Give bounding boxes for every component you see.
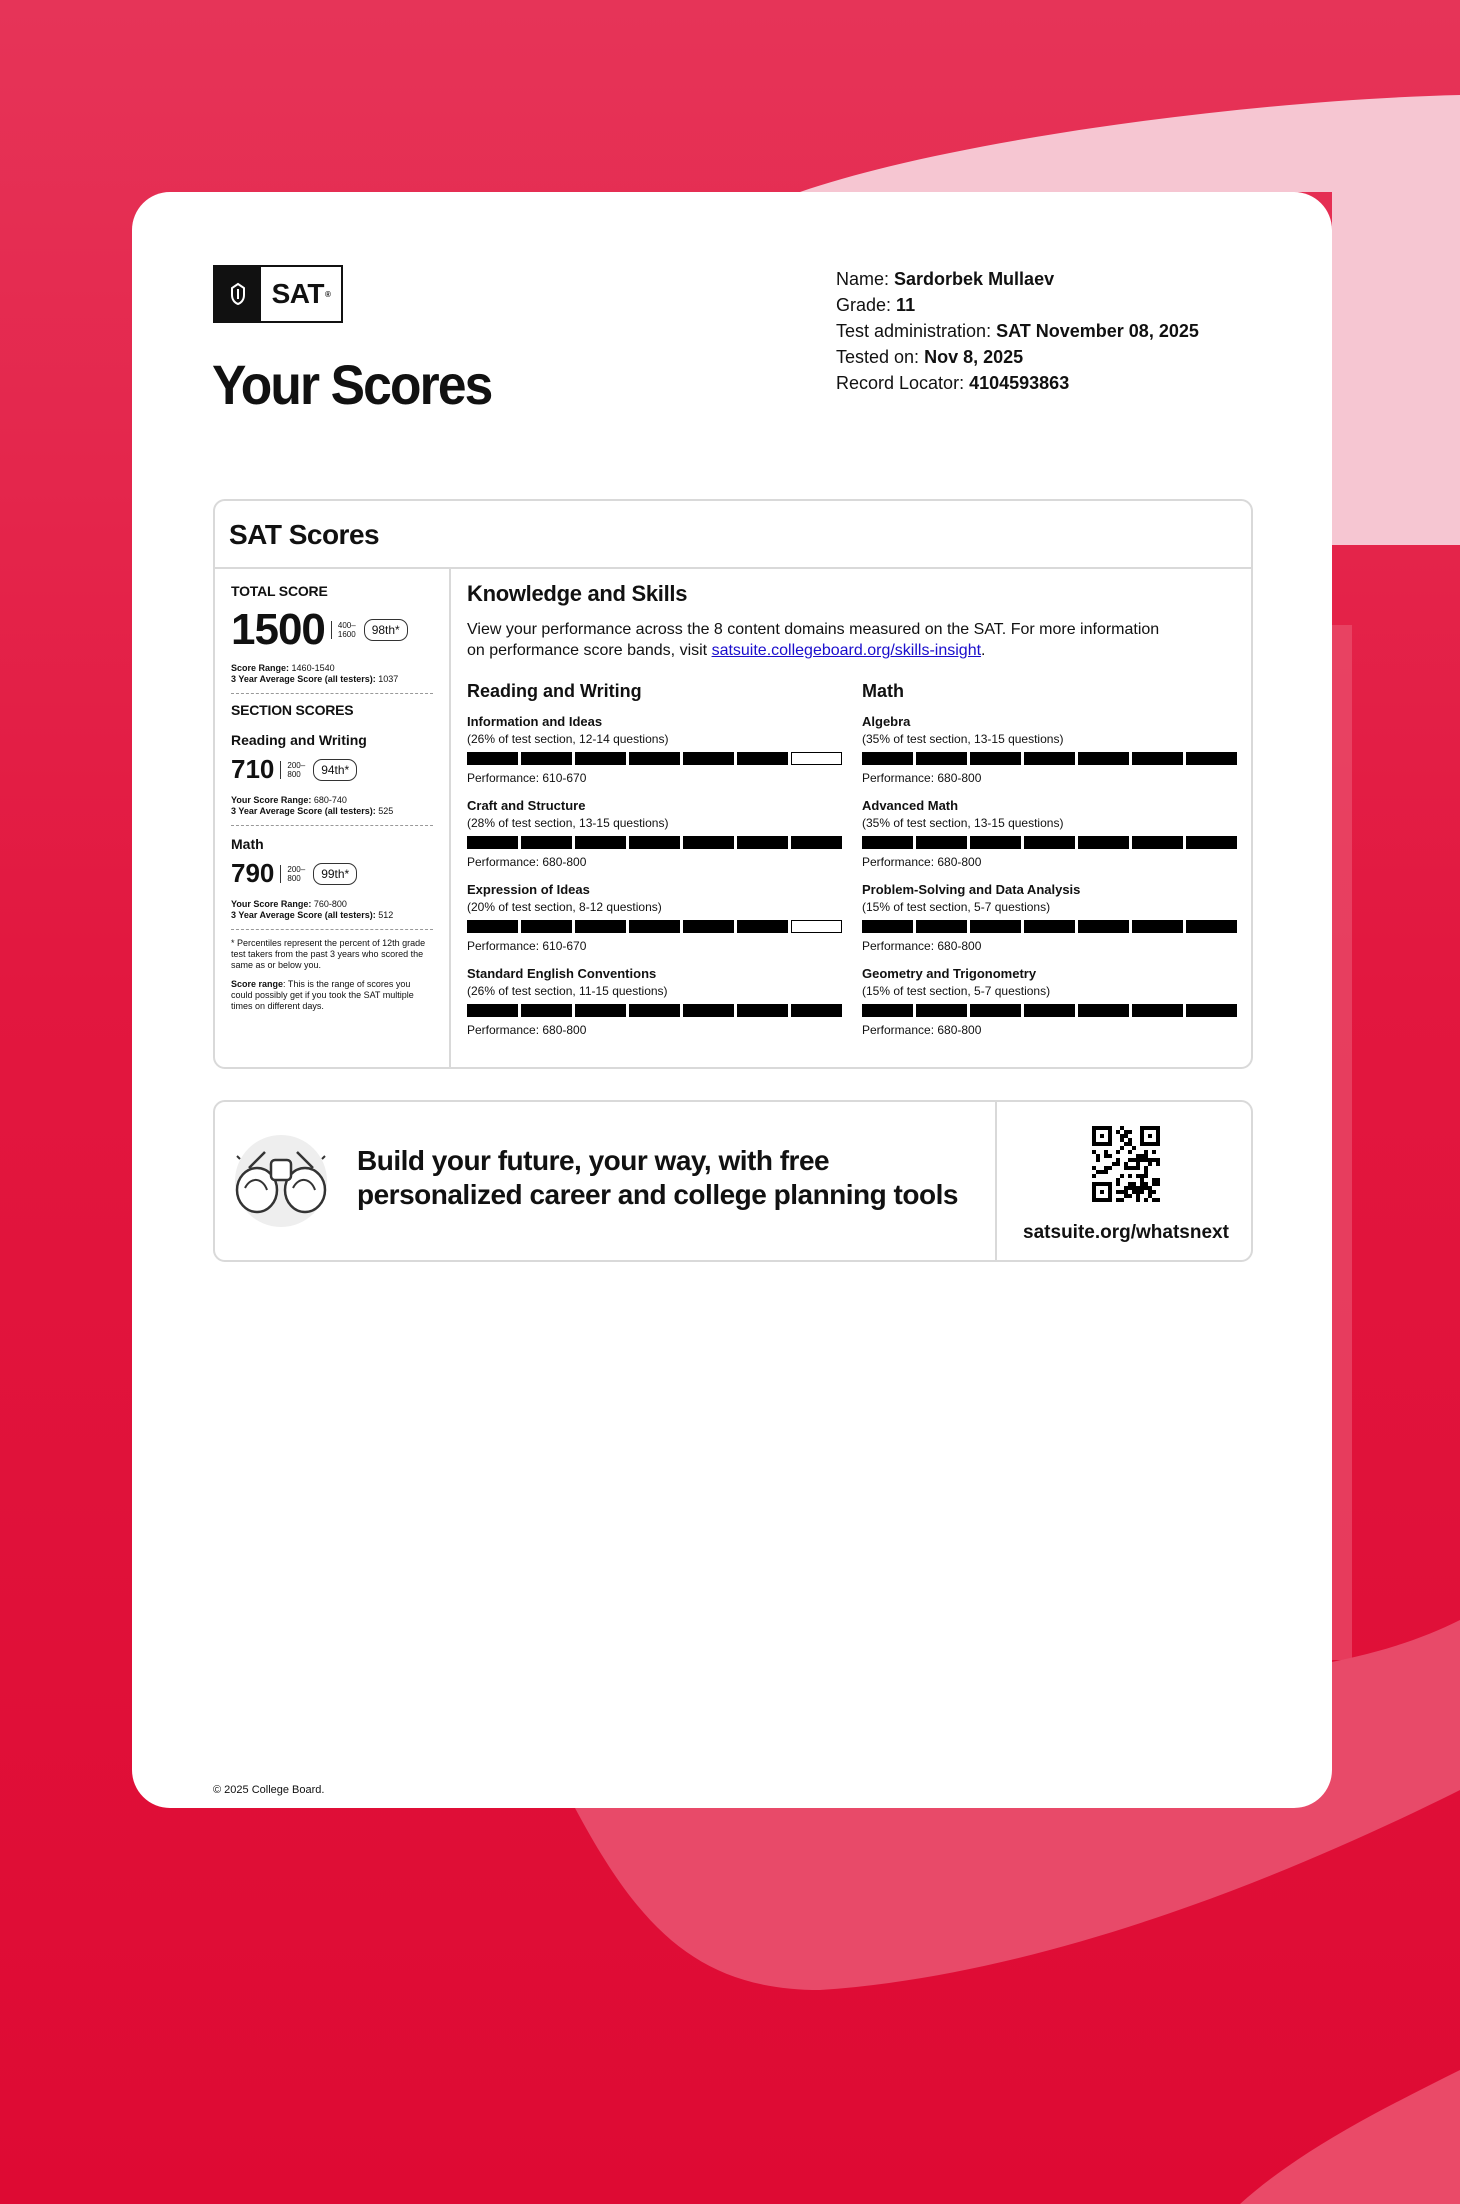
bar-segment-empty — [791, 920, 842, 933]
performance-bar — [862, 836, 1237, 849]
math-section-name: Math — [231, 836, 264, 852]
rw-score-range: Your Score Range: 680-740 — [231, 795, 347, 805]
math-domain — [862, 966, 1237, 1050]
bar-segment-filled — [683, 920, 734, 933]
rw-domains-title: Reading and Writing — [467, 681, 642, 701]
bar-segment-filled — [467, 836, 518, 849]
domain-name: Craft and Structure — [467, 798, 586, 813]
bar-segment-filled — [916, 920, 967, 933]
knowledge-skills-column — [453, 569, 1251, 1069]
domain-weight: (35% of test section, 13-15 questions) — [862, 732, 1064, 746]
domain-name: Algebra — [862, 714, 911, 729]
bar-segment-filled — [1078, 836, 1129, 849]
qr-code-icon[interactable] — [1092, 1126, 1160, 1202]
total-score: 1500 — [231, 605, 325, 654]
performance-bar — [862, 752, 1237, 765]
math-domain — [862, 882, 1237, 966]
bar-segment-filled — [737, 752, 788, 765]
bar-segment-filled — [575, 1004, 626, 1017]
bar-segment-filled — [1186, 1004, 1237, 1017]
logo-text: SAT ® — [271, 278, 331, 309]
domain-performance: Performance: 680-800 — [862, 939, 982, 953]
bar-segment-filled — [629, 752, 680, 765]
performance-bar — [862, 920, 1237, 933]
performance-bar — [862, 1004, 1237, 1017]
domain-name: Problem-Solving and Data Analysis — [862, 882, 1081, 897]
bar-segment-filled — [575, 836, 626, 849]
score-summary-column — [215, 569, 451, 1069]
student-info — [836, 266, 1199, 396]
bar-segment-filled — [1024, 920, 1075, 933]
planning-tools-banner — [213, 1100, 1253, 1262]
math-score-row — [231, 858, 433, 889]
sat-logo — [213, 265, 343, 323]
bar-segment-filled — [1132, 836, 1183, 849]
knowledge-skills-description: View your performance across the 8 content domains measured on the SAT. For more information on performance score bands, visit satsuite.collegeboard.org/skills-insight. — [467, 621, 1160, 659]
domain-weight: (15% of test section, 5-7 questions) — [862, 900, 1051, 914]
rw-average: 3 Year Average Score (all testers): 525 — [231, 806, 394, 816]
rw-domain — [467, 714, 842, 798]
math-domain — [862, 714, 1237, 798]
math-average: 3 Year Average Score (all testers): 512 — [231, 910, 394, 920]
domain-weight: (26% of test section, 12-14 questions) — [467, 732, 669, 746]
domain-performance: Performance: 680-800 — [862, 771, 982, 785]
performance-bar — [467, 836, 842, 849]
domain-performance: Performance: 680-800 — [467, 855, 587, 869]
bar-segment-filled — [1132, 1004, 1183, 1017]
student-name-row: Name: Sardorbek Mullaev — [836, 269, 1055, 289]
bar-segment-filled — [970, 836, 1021, 849]
whatsnext-link[interactable]: satsuite.org/whatsnext — [1023, 1222, 1229, 1243]
bar-segment-filled — [575, 752, 626, 765]
bar-segment-filled — [791, 836, 842, 849]
bar-segment-filled — [1024, 836, 1075, 849]
domain-weight: (20% of test section, 8-12 questions) — [467, 900, 662, 914]
total-score-range: Score Range: 1460-1540 — [231, 663, 335, 673]
bar-segment-filled — [737, 1004, 788, 1017]
knowledge-skills-title: Knowledge and Skills — [467, 581, 688, 606]
bar-segment-filled — [467, 1004, 518, 1017]
banner-text: Build your future, your way, with free personalized career and college planning tools — [357, 1145, 958, 1210]
domain-weight: (15% of test section, 5-7 questions) — [862, 984, 1051, 998]
domain-name: Expression of Ideas — [467, 882, 590, 897]
bar-segment-filled — [683, 836, 734, 849]
bar-segment-filled — [916, 1004, 967, 1017]
sat-scores-header: SAT Scores — [215, 501, 1251, 569]
bar-segment-filled — [1024, 1004, 1075, 1017]
score-report-card — [132, 192, 1332, 1808]
total-score-row — [231, 605, 433, 655]
rw-domain — [467, 966, 842, 1050]
performance-bar — [467, 1004, 842, 1017]
bar-segment-filled — [1078, 1004, 1129, 1017]
math-score: 790 — [231, 858, 275, 888]
rw-score-row — [231, 754, 433, 785]
domain-name: Geometry and Trigonometry — [862, 966, 1037, 981]
domain-name: Standard English Conventions — [467, 966, 657, 981]
bar-segment-filled — [737, 836, 788, 849]
bar-segment-filled — [521, 1004, 572, 1017]
bar-segment-filled — [970, 1004, 1021, 1017]
total-score-scale: 400– 1600 — [331, 621, 356, 639]
bar-segment-filled — [521, 752, 572, 765]
bar-segment-filled — [521, 836, 572, 849]
page-title: Your Scores — [212, 353, 492, 416]
bar-segment-filled — [629, 836, 680, 849]
acorn-shield-icon — [215, 267, 261, 321]
bar-segment-filled — [629, 1004, 680, 1017]
bar-segment-filled — [1078, 752, 1129, 765]
skills-insight-link[interactable]: satsuite.collegeboard.org/skills-insight — [711, 642, 982, 659]
math-score-range: Your Score Range: 760-800 — [231, 899, 347, 909]
bar-segment-filled — [970, 752, 1021, 765]
domain-weight: (28% of test section, 13-15 questions) — [467, 816, 669, 830]
domain-name: Information and Ideas — [467, 714, 603, 729]
bar-segment-filled — [1186, 836, 1237, 849]
rw-score: 710 — [231, 754, 275, 784]
math-domain — [862, 798, 1237, 882]
test-admin-row: Test administration: SAT November 08, 2025 — [836, 321, 1199, 341]
math-score-scale: 200– 800 — [280, 865, 305, 883]
rw-domain — [467, 882, 842, 966]
bar-segment-filled — [862, 836, 913, 849]
bar-segment-filled — [862, 752, 913, 765]
domain-performance: Performance: 610-670 — [467, 939, 587, 953]
total-percentile-badge: 98th* — [364, 619, 408, 641]
domain-performance: Performance: 680-800 — [862, 855, 982, 869]
domain-weight: (26% of test section, 11-15 questions) — [467, 984, 668, 998]
math-domains-title: Math — [862, 681, 904, 701]
bar-segment-filled — [791, 1004, 842, 1017]
domains — [467, 681, 1237, 1050]
domain-name: Advanced Math — [862, 798, 959, 813]
score-range-note: Score range: This is the range of scores you could possibly get if you took the SAT multiple times on different days. — [231, 979, 414, 1011]
total-average: 3 Year Average Score (all testers): 1037 — [231, 674, 399, 684]
rw-domains-column — [467, 681, 842, 1050]
bar-segment-empty — [791, 752, 842, 765]
rw-section-name: Reading and Writing — [231, 732, 367, 748]
rw-percentile-badge: 94th* — [313, 759, 357, 781]
bar-segment-filled — [1132, 752, 1183, 765]
bar-segment-filled — [467, 752, 518, 765]
bar-segment-filled — [737, 920, 788, 933]
bar-segment-filled — [1186, 752, 1237, 765]
bar-segment-filled — [683, 1004, 734, 1017]
performance-bar — [467, 752, 842, 765]
math-percentile-badge: 99th* — [313, 863, 357, 885]
copyright: © 2025 College Board. — [213, 1784, 325, 1796]
bar-segment-filled — [521, 920, 572, 933]
bar-segment-filled — [575, 920, 626, 933]
bar-segment-filled — [1186, 920, 1237, 933]
section-scores-label: SECTION SCORES — [231, 702, 354, 718]
tested-on-row: Tested on: Nov 8, 2025 — [836, 347, 1024, 367]
bar-segment-filled — [916, 752, 967, 765]
grade-row: Grade: 11 — [836, 295, 916, 315]
performance-bar — [467, 920, 842, 933]
banner-qr-section — [995, 1102, 1253, 1260]
percentile-footnote: * Percentiles represent the percent of 12th grade test takers from the past 3 years who scored the same as or below you. — [231, 938, 426, 970]
rw-domain — [467, 798, 842, 882]
record-locator-row: Record Locator: 4104593863 — [836, 373, 1070, 393]
bar-segment-filled — [916, 836, 967, 849]
rw-score-scale: 200– 800 — [280, 761, 305, 779]
bar-segment-filled — [629, 920, 680, 933]
bar-segment-filled — [1132, 920, 1183, 933]
math-domains-column — [862, 681, 1237, 1050]
bar-segment-filled — [1078, 920, 1129, 933]
bar-segment-filled — [1024, 752, 1075, 765]
bar-segment-filled — [467, 920, 518, 933]
domain-weight: (35% of test section, 13-15 questions) — [862, 816, 1064, 830]
bar-segment-filled — [683, 752, 734, 765]
bar-segment-filled — [970, 920, 1021, 933]
bar-segment-filled — [862, 920, 913, 933]
domain-performance: Performance: 680-800 — [467, 1023, 587, 1037]
domain-performance: Performance: 680-800 — [862, 1023, 982, 1037]
total-score-label: TOTAL SCORE — [231, 583, 328, 599]
bar-segment-filled — [862, 1004, 913, 1017]
binoculars-icon — [227, 1132, 335, 1230]
sat-scores-panel — [213, 499, 1253, 1069]
domain-performance: Performance: 610-670 — [467, 771, 587, 785]
